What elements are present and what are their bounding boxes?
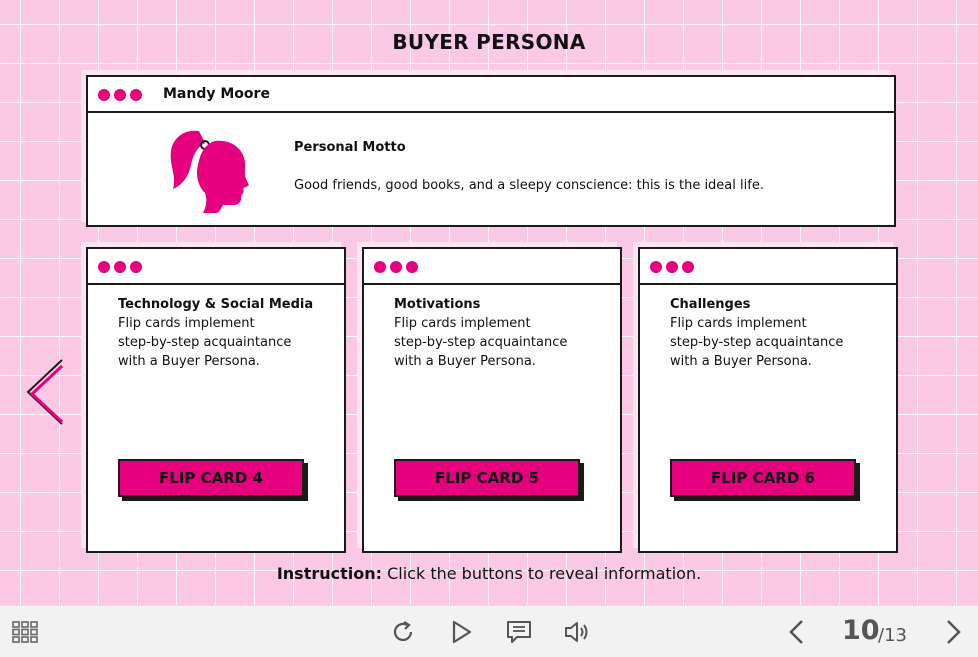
dot-icon xyxy=(666,261,678,273)
window-dots xyxy=(98,89,142,101)
window-bar xyxy=(364,249,620,285)
card-text-line: step-by-step acquaintance xyxy=(670,335,844,350)
instruction-label: Instruction: xyxy=(276,564,383,583)
card-text-line: step-by-step acquaintance xyxy=(118,335,292,350)
card-text-line: Flip cards implement xyxy=(670,316,807,331)
flip-card-4-button[interactable]: FLIP CARD 4 xyxy=(118,459,304,497)
flip-card-6-button[interactable]: FLIP CARD 6 xyxy=(670,459,856,497)
card-text-line: Flip cards implement xyxy=(118,316,255,331)
prev-icon[interactable] xyxy=(786,618,806,646)
persona-window xyxy=(86,75,896,227)
persona-avatar-icon xyxy=(163,125,251,213)
flip-card-5 xyxy=(362,247,622,553)
card-text-line: Flip cards implement xyxy=(394,316,531,331)
dot-icon xyxy=(98,261,110,273)
next-icon[interactable] xyxy=(944,618,964,646)
dot-icon xyxy=(682,261,694,273)
flip-card-5-button[interactable]: FLIP CARD 5 xyxy=(394,459,580,497)
window-dots xyxy=(650,261,694,273)
volume-icon[interactable] xyxy=(563,619,591,645)
card-text-line: with a Buyer Persona. xyxy=(118,354,260,369)
dot-icon xyxy=(130,261,142,273)
card-heading: Challenges xyxy=(670,297,751,312)
replay-icon[interactable] xyxy=(390,619,416,645)
window-dots xyxy=(98,261,142,273)
flip-card-4 xyxy=(86,247,346,553)
motto-text: Good friends, good books, and a sleepy conscience: this is the ideal life. xyxy=(294,178,764,193)
window-bar xyxy=(640,249,896,285)
play-icon[interactable] xyxy=(450,619,474,645)
card-body xyxy=(670,295,880,371)
card-heading: Technology & Social Media xyxy=(118,297,314,312)
dot-icon xyxy=(114,89,126,101)
notes-icon[interactable] xyxy=(505,619,533,645)
player-toolbar xyxy=(0,605,978,657)
motto-label: Personal Motto xyxy=(294,140,406,155)
card-heading: Motivations xyxy=(394,297,481,312)
card-body xyxy=(118,295,328,371)
dot-icon xyxy=(114,261,126,273)
grid-menu-icon[interactable] xyxy=(12,621,38,643)
dot-icon xyxy=(406,261,418,273)
page-total: /13 xyxy=(878,625,907,646)
card-text-line: with a Buyer Persona. xyxy=(670,354,812,369)
page-title: BUYER PERSONA xyxy=(392,30,586,54)
dot-icon xyxy=(650,261,662,273)
persona-name: Mandy Moore xyxy=(163,86,270,102)
flip-card-6 xyxy=(638,247,898,553)
dot-icon xyxy=(98,89,110,101)
card-body xyxy=(394,295,604,371)
window-bar xyxy=(88,249,344,285)
instruction-text: Click the buttons to reveal information. xyxy=(382,564,702,583)
slide-prev-arrow-icon[interactable] xyxy=(22,356,66,428)
dot-icon xyxy=(390,261,402,273)
page-current: 10 xyxy=(842,615,880,646)
card-text-line: with a Buyer Persona. xyxy=(394,354,536,369)
card-text-line: step-by-step acquaintance xyxy=(394,335,568,350)
window-dots xyxy=(374,261,418,273)
dot-icon xyxy=(374,261,386,273)
dot-icon xyxy=(130,89,142,101)
window-bar xyxy=(88,77,894,113)
instruction xyxy=(0,564,978,583)
